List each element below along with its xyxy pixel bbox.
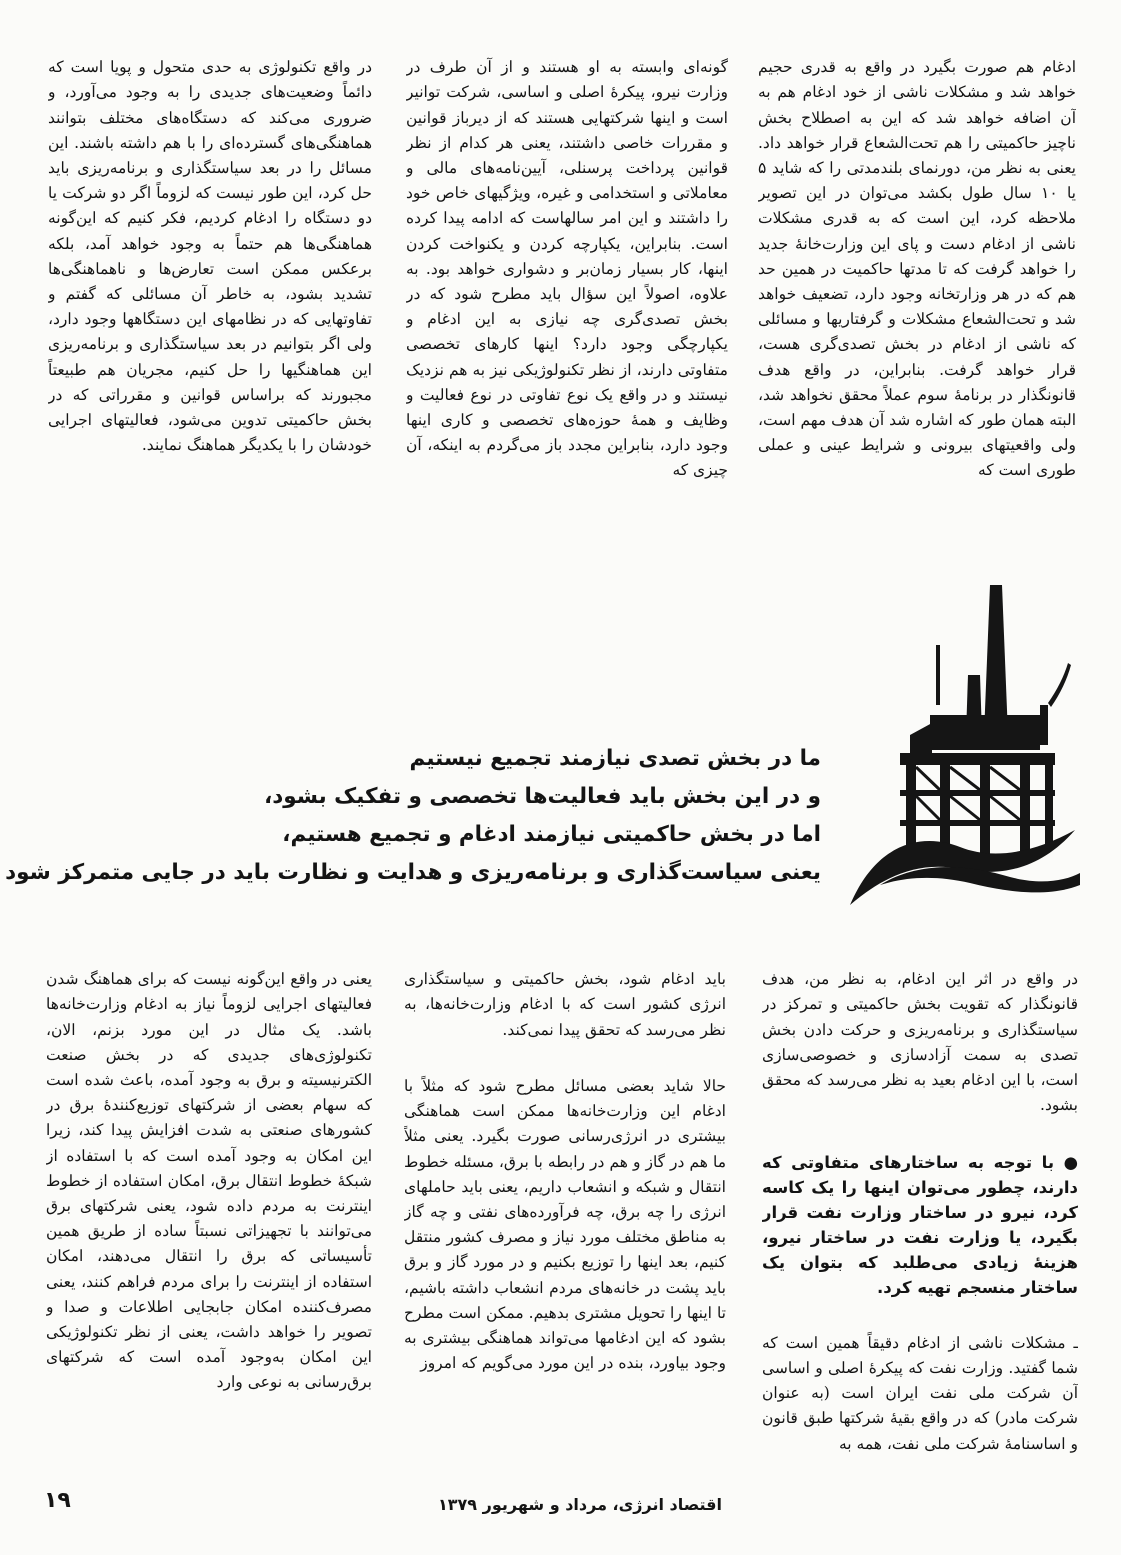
journal-footer: اقتصاد انرژی، مرداد و شهریور ۱۳۷۹	[438, 1495, 722, 1514]
bottom-column-left	[46, 942, 372, 1462]
bottom-middle-paragraph-1: باید ادغام شود، بخش حاکمیتی و سیاستگذاری انرژی کشور است که با ادغام وزارت‌خانه‌ها، به نظر می‌رسد که تحقق پیدا نمی‌کند.	[404, 970, 726, 1039]
bottom-middle-paragraph-2: حالا شاید بعضی مسائل مطرح شود که مثلاً با ادغام این وزارت‌خانه‌ها ممکن است هماهنگی بیشتری در انرژی‌رسانی صورت بگیرد. یعنی مثلاً ما هم در گاز و هم در رابطه با برق، مسئله خطوط انتقال و شبکه و انشعاب داریم، یعنی باید حاملهای انرژی را چه برق، چه فرآورده‌های نفتی و چه گاز به مناطق مختلف مورد نیاز و مصرف کشور منتقل کنیم، بعد اینها را توزیع بکنیم و در مورد گاز و برق باید پشت در خانه‌های مردم انشعاب داشته باشیم، تا اینها را تحویل مشتری بدهیم. ممکن است مطرح بشود که این ادغامها می‌تواند هماهنگی بیشتری به وجود بیاورد، بنده در این مورد می‌گویم که امروز	[404, 1077, 726, 1373]
top-middle-text: گونه‌ای وابسته به او هستند و از آن طرف در وزارت نیرو، پیکرهٔ اصلی و اساسی، شرکت توانیر است و اینها شرکتهایی هستند که از دیرباز قوانین و مقررات خاصی داشتند، یعنی هر کدام از نظر قوانین پرداخت پرسنلی، آیین‌نامه‌های مالی و معاملاتی و استخدامی و غیره، ویژگیهای خاص خود را داشتند و این امر سالهاست که ادامه پیدا کرده است. بنابراین، یکپارچه کردن و یکنواخت کردن اینها، کار بسیار زمان‌بر و دشواری خواهد بود. به علاوه، اصولاً این سؤال باید مطرح شود که در بخش تصدی‌گری چه نیازی به این ادغام و یکپارچگی وجود دارد؟ اینها کارهای تخصصی متفاوتی دارند، از نظر تکنولوژیکی نیز به هم نزدیک نیستند و در واقع یک نوع تفاوتی در نوع فعالیت و وظایف و همهٔ حوزه‌های تخصصی و کاری اینها وجود دارد، بنابراین مجدد باز می‌گردم به اینکه، آن چیزی که	[406, 58, 728, 480]
oil-platform-illustration	[840, 585, 1080, 915]
pull-quote-line-4: یعنی سیاست‌گذاری و برنامه‌ریزی و هدایت و نظارت باید در جایی متمرکز شود	[5, 860, 821, 885]
top-column-left	[48, 30, 372, 550]
pull-quote	[5, 740, 821, 892]
pull-quote-line-1: ما در بخش تصدی نیازمند تجمیع نیستیم	[409, 746, 821, 771]
top-left-text: در واقع تکنولوژی به حدی متحول و پویا است که دائماً وضعیت‌های جدیدی را به وجود می‌آورد، و ضروری می‌کند که دستگاه‌های مختلف بتوانند هماهنگی‌های گسترده‌ای را با هم داشته باشند. این مسائل را در بعد سیاستگذاری و برنامه‌ریزی باید حل کرد، این طور نیست که لزوماً اگر دو شرکت یا دو دستگاه را ادغام کردیم، فکر کنیم که این‌گونه هماهنگی‌ها هم حتماً به وجود خواهد آمد، بلکه برعکس ممکن است تعارض‌ها و ناهماهنگی‌ها تشدید بشود، به خاطر آن مسائلی که گفتم و تفاوتهایی که در نظامهای این دستگاهها وجود دارد، ولی اگر بتوانیم در بعد سیاستگذاری و برنامه‌ریزی این هماهنگیها را حل کنیم، مجریان هم طبیعتاً مجبورند که براساس قوانین و مقرراتی که در بخش حاکمیتی تدوین می‌شود، فعالیتهای اجرایی خودشان را با یکدیگر هماهنگ نمایند.	[48, 58, 372, 455]
pull-quote-line-2: و در این بخش باید فعالیت‌ها تخصصی و تفکیک بشود،	[264, 784, 821, 809]
bottom-column-right	[762, 942, 1078, 1462]
top-column-middle	[406, 30, 728, 550]
pull-quote-line-3: اما در بخش حاکمیتی نیازمند ادغام و تجمیع هستیم،	[282, 822, 821, 847]
bottom-right-paragraph-2: ـ مشکلات ناشی از ادغام دقیقاً همین است که شما گفتید. وزارت نفت که پیکرهٔ اصلی و اساسی آن شرکت ملی نفت ایران است (به عنوان شرکت مادر) که در واقع بقیهٔ شرکتها طبق قانون و اساسنامهٔ شرکت ملی نفت، همه به	[762, 1333, 1078, 1453]
top-column-right	[758, 30, 1076, 550]
bottom-left-text: یعنی در واقع این‌گونه نیست که برای هماهنگ شدن فعالیتهای اجرایی لزوماً نیاز به ادغام وزارت‌خانه‌ها باشد. یک مثال در این مورد بزنم، الان، تکنولوژی‌های جدیدی که در بخش صنعت الکترنیسیته و برق به وجود آمده، باعث شده است که سهام بعضی از شرکتهای توزیع‌کنندهٔ برق در کشورهای صنعتی به شدت افزایش پیدا کند، زیرا این امکان به وجود آمده است که با استفاده از شبکهٔ خطوط انتقال برق، امکان استفاده از خطوط اینترنت به مردم داده شود، یعنی شرکتهای برق می‌توانند با تجهیزاتی نسبتاً ساده از طریق همین تأسیساتی که برق را انتقال می‌دهند، امکان استفاده از اینترنت را برای مردم فراهم کنند، یعنی مصرف‌کننده امکان جابجایی اطلاعات و صدا و تصویر را خواهد داشت، یعنی از نظر تکنولوژیکی این امکان به‌وجود آمده است که شرکتهای برق‌رسانی به نوعی وارد	[46, 970, 372, 1392]
page-number: ۱۹	[44, 1488, 71, 1513]
top-right-text: ادغام هم صورت بگیرد در واقع به قدری حجیم خواهد شد و مشکلات ناشی از خود ادغام هم به آن اضافه خواهد شد که این به اصطلاح بخش ناچیز حاکمیتی را هم تحت‌الشعاع قرار خواهد داد. یعنی به نظر من، دورنمای بلندمدتی را که شاید ۵ یا ۱۰ سال طول بکشد می‌توان در این تصویر ملاحظه کرد، این است که به قدری مشکلات ناشی از ادغام دست و پای این وزارت‌خانهٔ جدید را خواهد گرفت که تا مدتها حاکمیت در همین حد هم که در هر وزارتخانه وجود دارد، تضعیف خواهد شد و تحت‌الشعاع مشکلات و گرفتاریها و مسائلی که ناشی از ادغام در بخش تصدی‌گری هست، قرار خواهد گرفت. بنابراین، در واقع هدف قانونگذار در برنامهٔ سوم عملاً محقق نخواهد شد، البته همان طور که اشاره شد آن هدف مهم است، ولی واقعیتهای بیرونی و شرایط عینی و عملی طوری است که	[758, 58, 1076, 480]
bottom-column-middle	[404, 942, 726, 1462]
interview-question: ● با توجه به ساختارهای متفاوتی که دارند، چطور می‌توان اینها را یک کاسه کرد، نیرو در ساختار وزارت نفت قرار بگیرد، یا وزارت نفت در ساختار نیرو، هزینهٔ زیادی می‌طلبد که بتوان یک ساختار منسجم تهیه کرد.	[762, 1152, 1078, 1297]
bottom-right-paragraph-1: در واقع در اثر این ادغام، به نظر من، هدف قانونگذار که تقویت بخش حاکمیتی و تمرکز در سیاستگذاری و برنامه‌ریزی و حرکت دادن بخش تصدی به سمت آزادسازی و خصوصی‌سازی است، با این ادغام بعید به نظر می‌رسد که محقق بشود.	[762, 970, 1078, 1115]
